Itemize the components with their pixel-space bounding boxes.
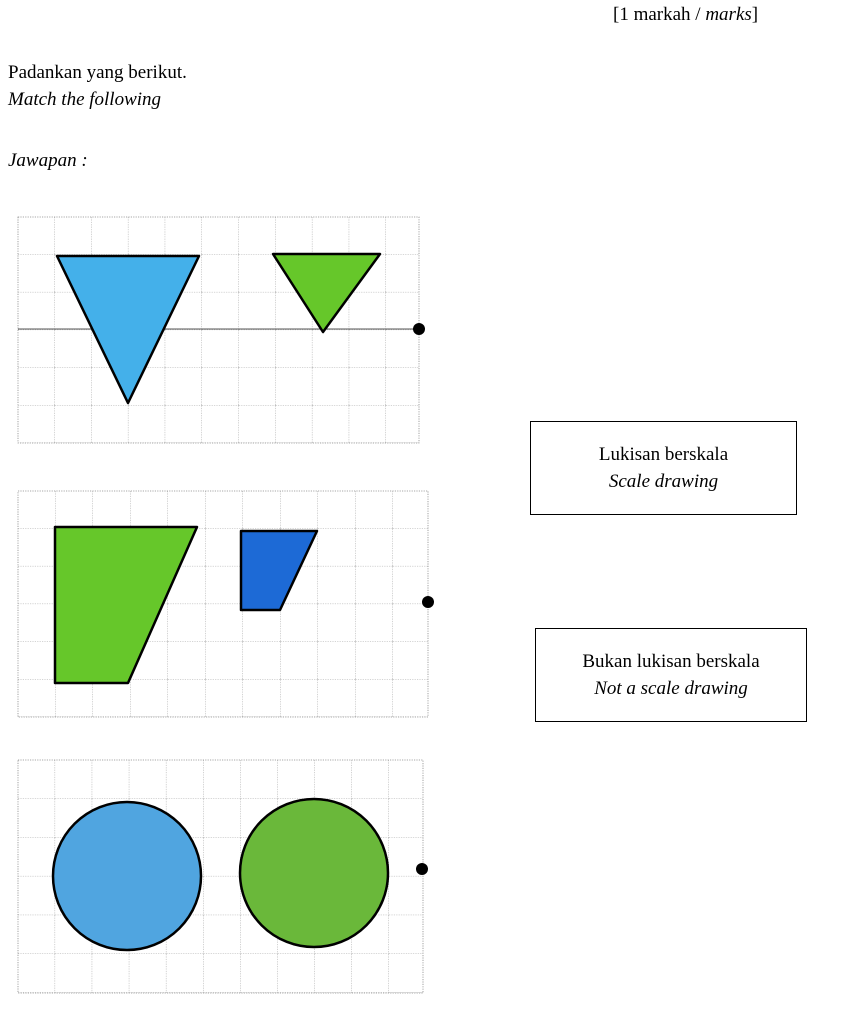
match-dot-1 [413, 323, 425, 335]
option-scale-drawing-english: Scale drawing [608, 471, 719, 492]
figure-circles [18, 760, 428, 993]
option-not-scale-drawing-malay: Bukan lukisan berskala [582, 651, 760, 672]
match-dot-2 [422, 596, 434, 608]
instruction-malay: Padankan yang berikut. [8, 62, 187, 83]
option-scale-drawing-malay: Lukisan berskala [598, 444, 729, 465]
circle-left [53, 802, 201, 950]
option-scale-drawing[interactable] [530, 421, 797, 515]
option-not-scale-drawing-english: Not a scale drawing [594, 678, 748, 699]
grid-1 [18, 217, 419, 443]
match-dot-3 [416, 863, 428, 875]
marks-italic: marks [705, 4, 752, 25]
marks-prefix: [1 markah / [613, 4, 706, 25]
option-not-scale-drawing[interactable] [535, 628, 807, 722]
figure-trapeziums [18, 491, 434, 717]
figure-triangles [18, 217, 425, 443]
marks-suffix: ] [751, 4, 759, 25]
instruction-english: Match the following [8, 89, 162, 110]
answer-label: Jawapan : [8, 150, 88, 171]
circle-right [240, 799, 388, 947]
